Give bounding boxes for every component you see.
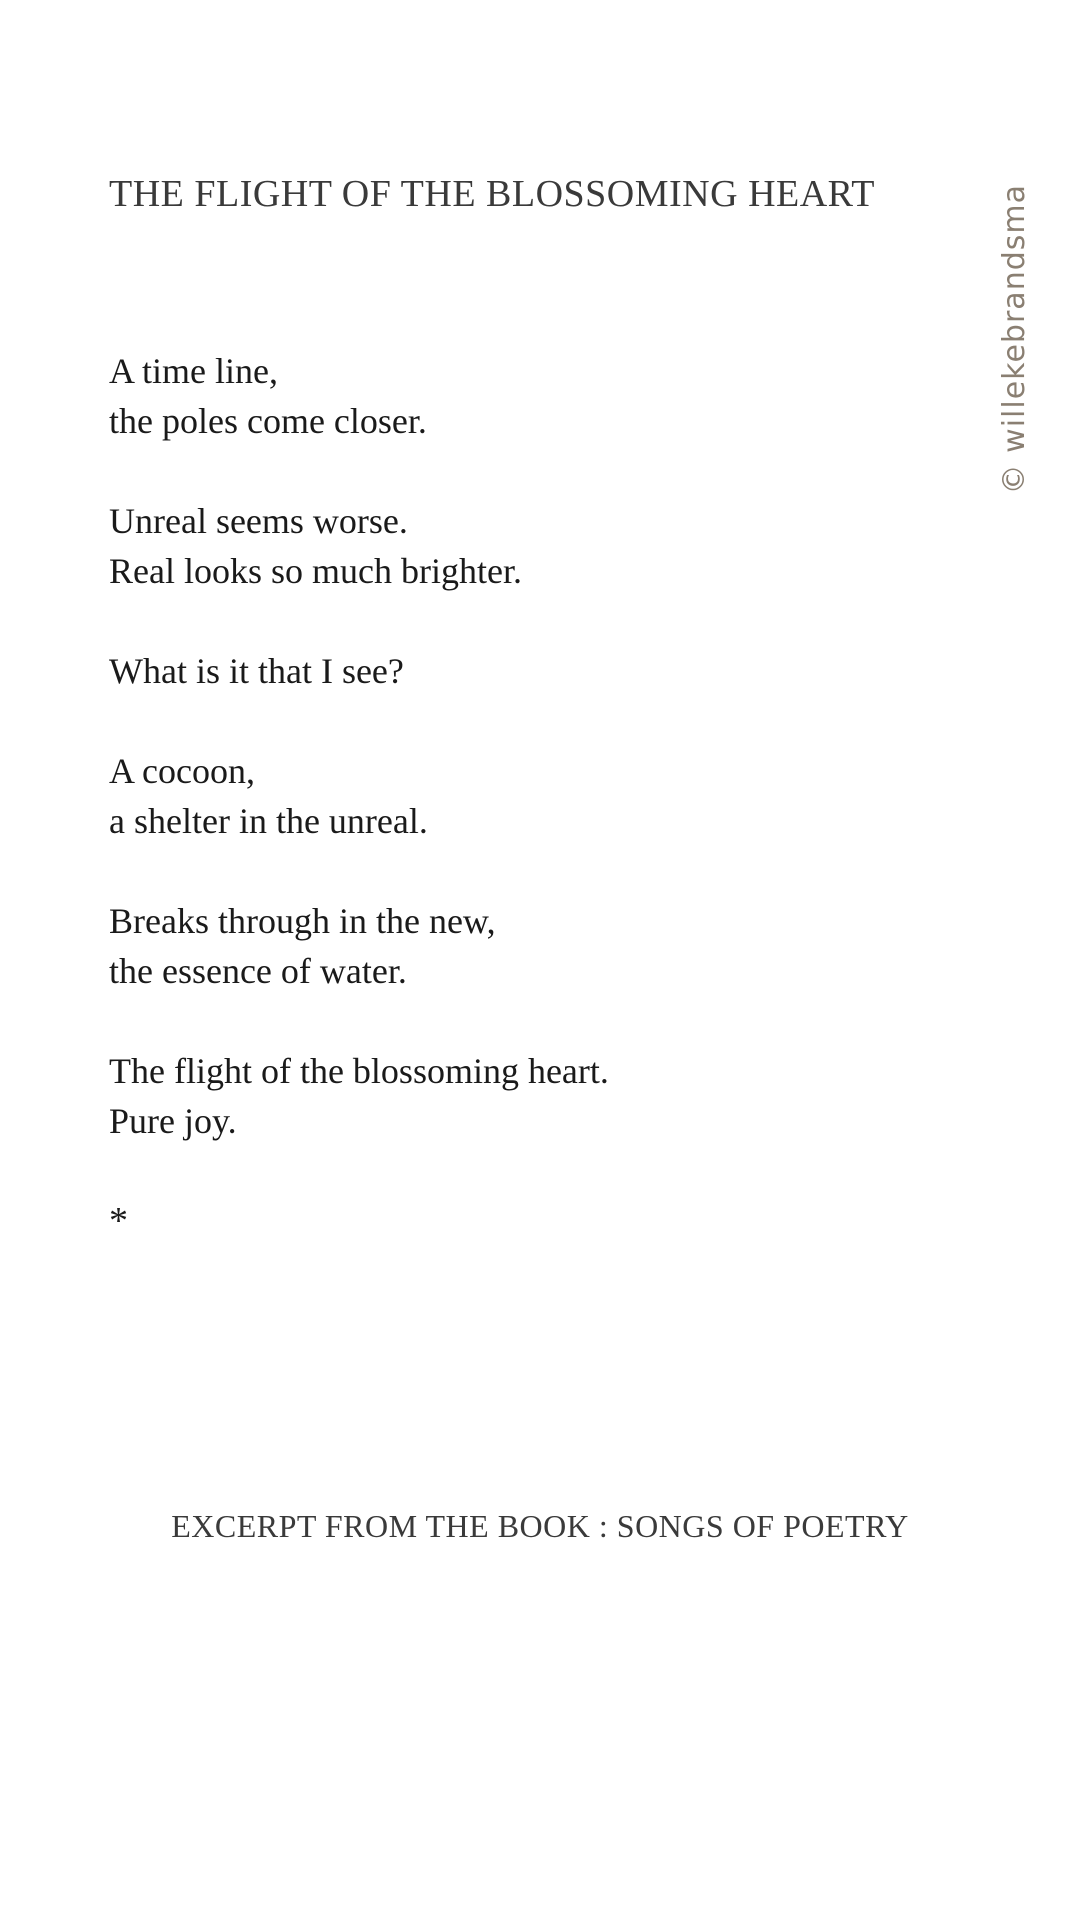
stanza-3	[109, 646, 969, 696]
poem-line: the poles come closer.	[109, 401, 427, 441]
book-excerpt-footer: EXCERPT FROM THE BOOK : SONGS OF POETRY	[171, 1508, 909, 1544]
poem-line: Unreal seems worse.	[109, 501, 408, 541]
poem-line: Pure joy.	[109, 1101, 237, 1141]
stanza-5	[109, 896, 969, 996]
poem-line: Real looks so much brighter.	[109, 551, 522, 591]
poem-body	[109, 346, 969, 1246]
stanza-1	[109, 346, 969, 446]
poem-end-mark: *	[109, 1200, 128, 1242]
stanza-6	[109, 1046, 969, 1146]
poem-line: What is it that I see?	[109, 651, 404, 691]
copyright-watermark: © willekebrandsma	[997, 184, 1032, 495]
poem-line: A time line,	[109, 351, 278, 391]
poem-line: the essence of water.	[109, 951, 407, 991]
poem-line: Breaks through in the new,	[109, 901, 496, 941]
poem-line: The flight of the blossoming heart.	[109, 1051, 609, 1091]
stanza-2	[109, 496, 969, 596]
poem-line: A cocoon,	[109, 751, 255, 791]
poem-title: THE FLIGHT OF THE BLOSSOMING HEART	[109, 173, 875, 215]
stanza-4	[109, 746, 969, 846]
poem-line: a shelter in the unreal.	[109, 801, 428, 841]
